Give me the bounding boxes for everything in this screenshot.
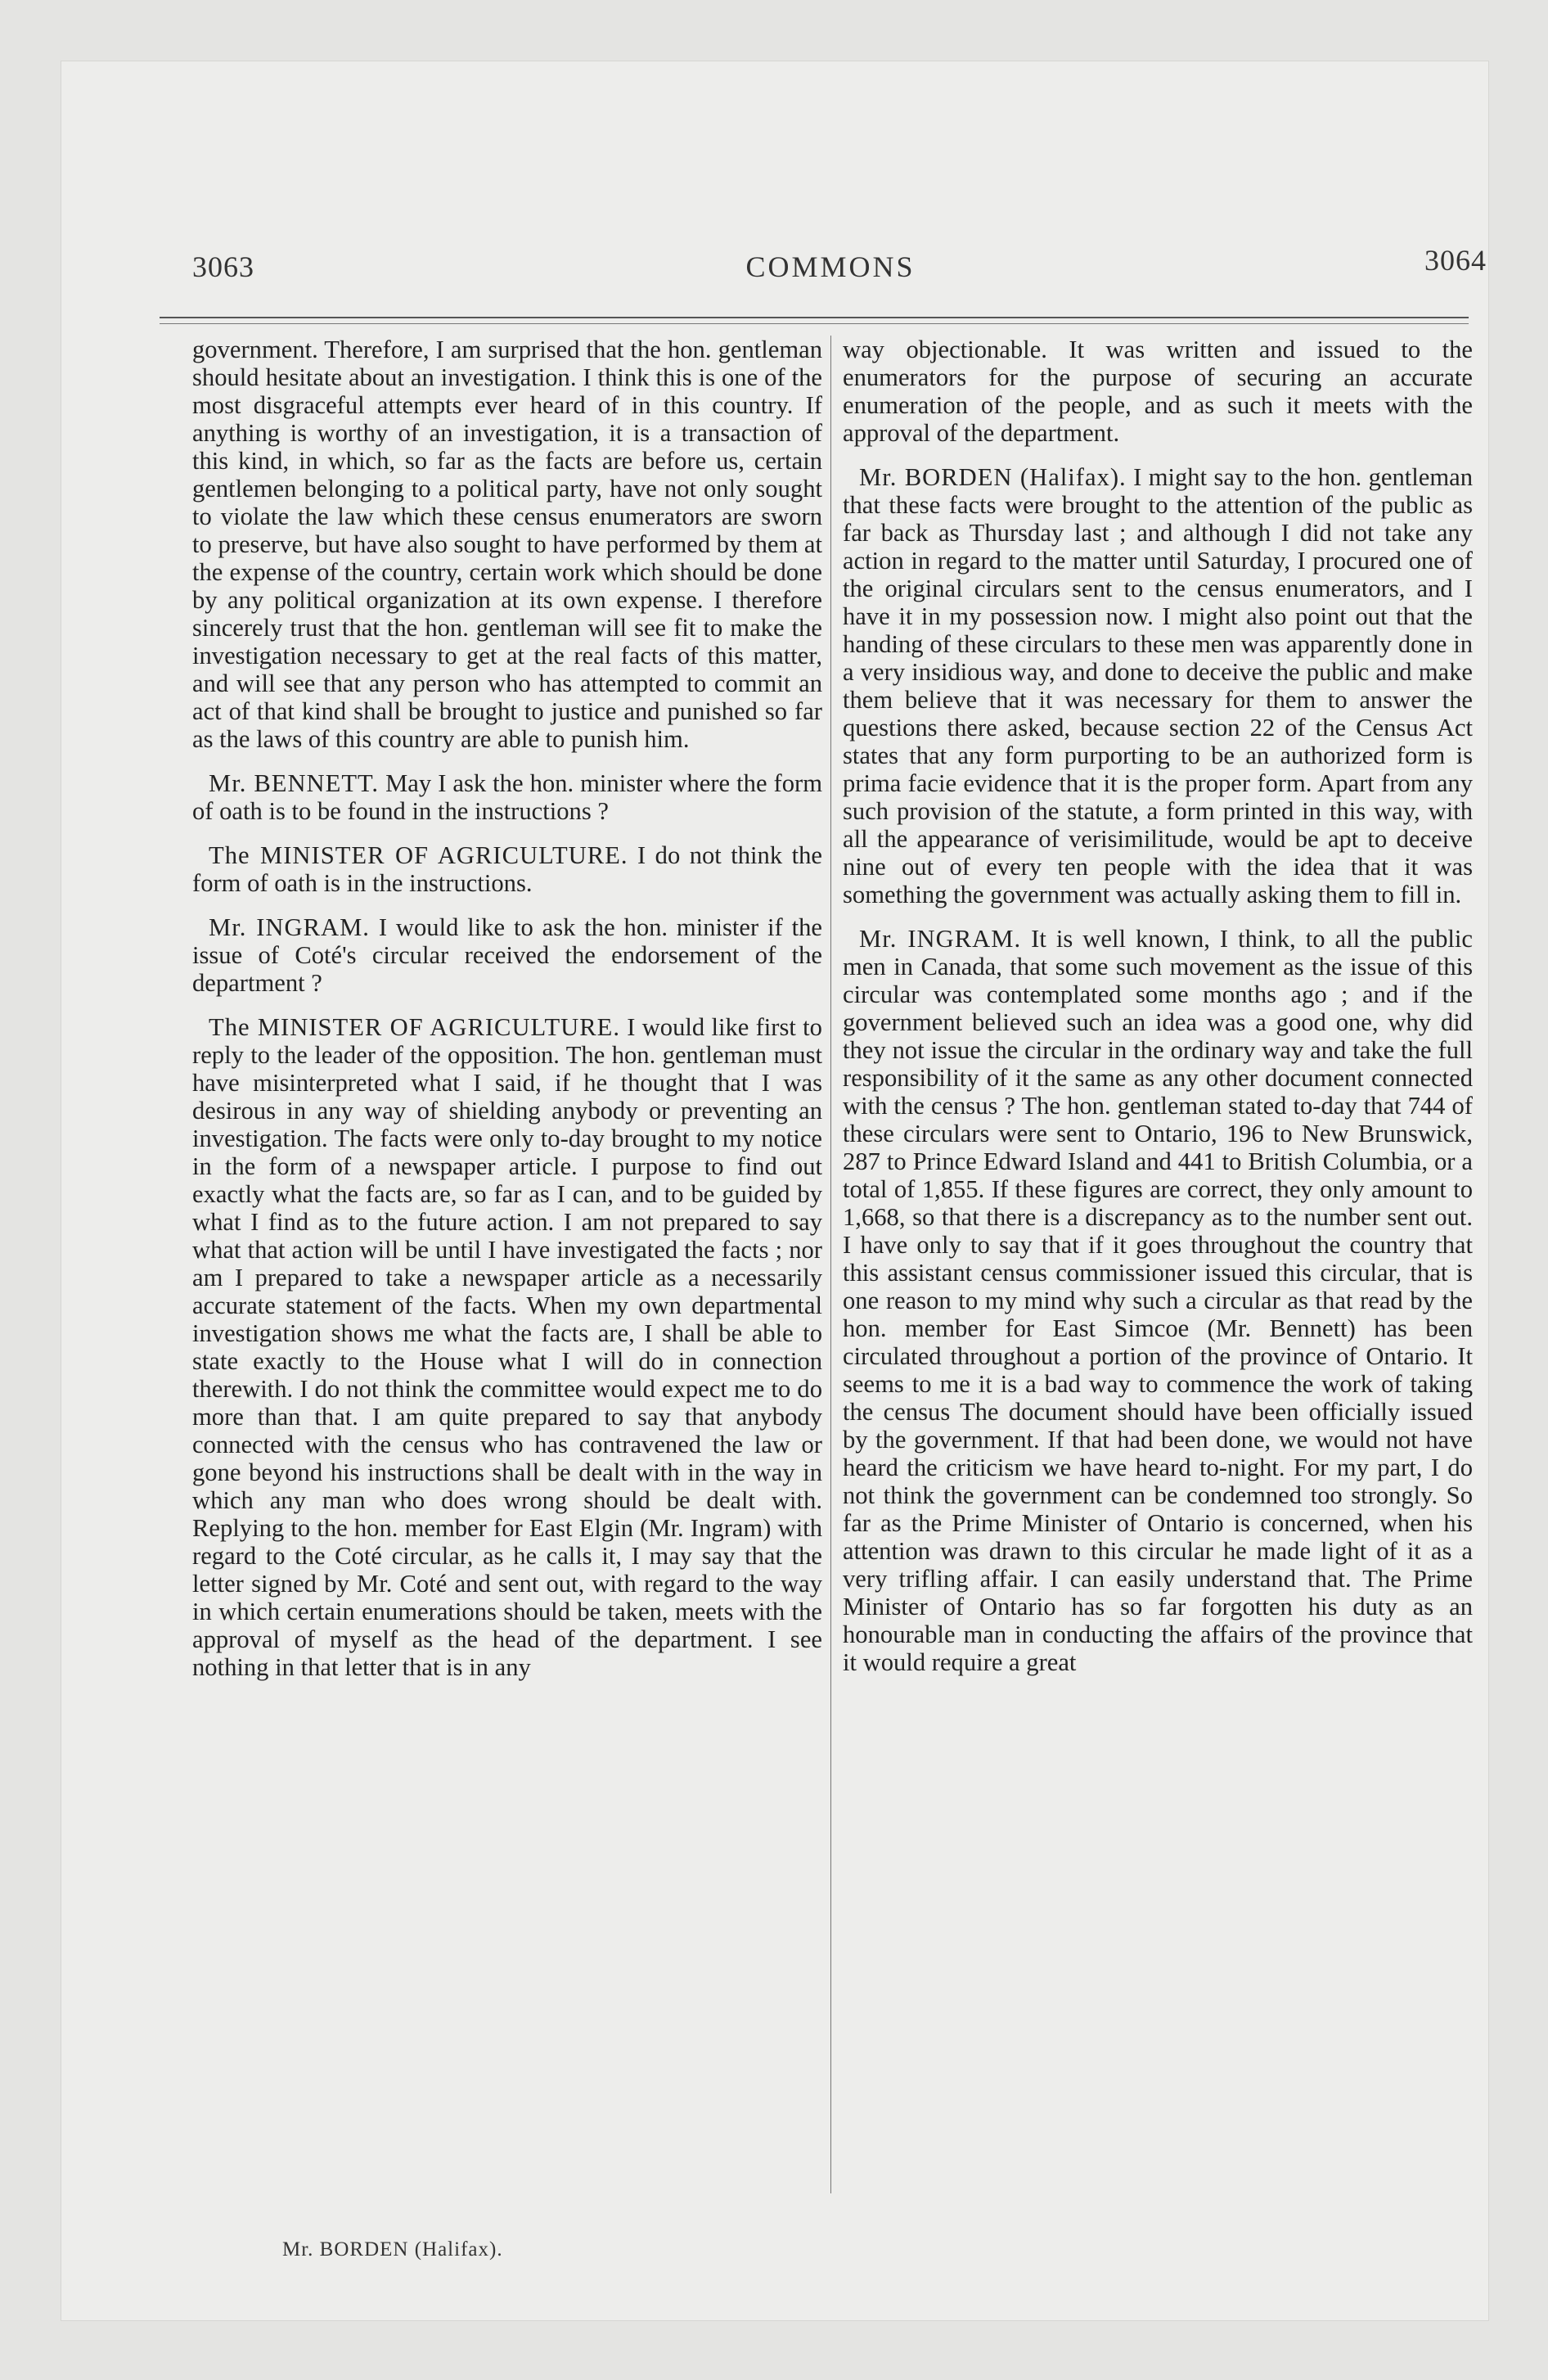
header-rule bbox=[160, 317, 1469, 318]
speaker-name: The MINISTER OF AGRICULTURE. bbox=[209, 1013, 620, 1041]
paragraph: way objectionable. It was written and issued to the enumerators for the purpose of securing an accurate enumeration of the people, and as such it meets with the approval of the department. bbox=[843, 336, 1473, 447]
speaker-name: Mr. INGRAM. bbox=[209, 913, 370, 941]
speaker-name: Mr. INGRAM. bbox=[859, 925, 1022, 953]
page-footer: Mr. BORDEN (Halifax). bbox=[282, 2238, 503, 2261]
paragraph: The MINISTER OF AGRICULTURE. I would like first to reply to the leader of the opposition. The hon. gentleman must have misinterpreted what I said, if he thought that I was desirous in any way of shielding anybody or preventing an investigation. The facts were only to-day brought to my notice in the form of a newspaper article. I purpose to find out exactly what the facts are, so far as I can, and to be guided by what I find as to the future action. I am not prepared to say what that action will be until I have investigated the facts ; nor am I prepared to take a newspaper article as a necessarily accurate statement of the facts. When my own departmental investigation shows me what the facts are, I shall be able to state exactly to the House what I will do in connection therewith. I do not think the committee would expect me to do more than that. I am quite prepared to say that anybody connected with the census who has contravened the law or gone beyond his instructions shall be dealt with in the way in which any man who does wrong should be dealt with. Replying to the hon. member for East Elgin (Mr. Ingram) with regard to the Coté circular, as he calls it, I may say that the letter signed by Mr. Coté and sent out, with regard to the way in which certain enumerations should be taken, meets with the approval of myself as the head of the department. I see nothing in that letter that is in any bbox=[192, 1013, 822, 1681]
header-rule-thin bbox=[160, 323, 1469, 324]
speaker-name: The MINISTER OF AGRICULTURE. bbox=[209, 841, 628, 869]
paragraph: Mr. INGRAM. I would like to ask the hon. minister if the issue of Coté's circular received the endorsement of the department ? bbox=[192, 913, 822, 997]
column-divider bbox=[830, 336, 831, 2193]
paragraph: Mr. BORDEN (Halifax). I might say to the hon. gentleman that these facts were brought to the attention of the public as far back as Thursday last ; and although I did not take any action in regard to the matter until Saturday, I procured one of the original circulars sent to the census enumerators, and I have it in my possession now. I might also point out that the handing of these circulars to these men was apparently done in a very insidious way, and done to deceive the public and make them believe that it was necessary for them to answer the questions there asked, because section 22 of the Census Act states that any form purporting to be an authorized form is prima facie evidence that it is the proper form. Apart from any such provision of the statute, a form printed in this way, with all the appearance of verisimilitude, would be apt to deceive nine out of every ten people with the idea that it was something the government was actually asking them to fill in. bbox=[843, 463, 1473, 908]
paragraph: The MINISTER OF AGRICULTURE. I do not think the form of oath is in the instructions. bbox=[192, 841, 822, 897]
running-header bbox=[160, 244, 1501, 299]
paragraph: Mr. INGRAM. It is well known, I think, to all the public men in Canada, that some such movement as the issue of this circular was contemplated some months ago ; and if the government believed such an idea was a good one, why did they not issue the circular in the ordinary way and take the full responsibility of it the same as any other document connected with the census ? The hon. gentleman stated to-day that 744 of these circulars were sent to Ontario, 196 to New Brunswick, 287 to Prince Edward Island and 441 to British Columbia, or a total of 1,855. If these figures are correct, they only amount to 1,668, so that there is a discrepancy as to the number sent out. I have only to say that if it goes throughout the country that this assistant census commissioner issued this circular, that is one reason to my mind why such a circular as that read by the hon. member for East Simcoe (Mr. Bennett) has been circulated throughout a portion of the province of Ontario. It seems to me it is a bad way to commence the work of taking the census The document should have been officially issued by the government. If that had been done, we would not have heard the criticism we have heard to-night. For my part, I do not think the government can be condemned too strongly. So far as the Prime Minister of Ontario is concerned, when his attention was drawn to this circular he made light of it as a very trifling affair. I can easily understand that. The Prime Minister of Ontario has so far forgotten his duty as an honourable man in conducting the affairs of the province that it would require a great bbox=[843, 925, 1473, 1676]
hansard-page bbox=[160, 176, 1501, 2271]
running-title: COMMONS bbox=[745, 250, 916, 283]
speaker-name: Mr. BENNETT. bbox=[209, 769, 380, 797]
left-column bbox=[192, 336, 822, 1697]
page-frame bbox=[61, 61, 1489, 2321]
page-number-left: 3063 bbox=[192, 250, 254, 283]
speaker-name: Mr. BORDEN (Halifax). bbox=[859, 463, 1127, 491]
paragraph: government. Therefore, I am surprised that the hon. gentleman should hesitate about an investigation. I think this is one of the most disgraceful attempts ever heard of in this country. If anything is worthy of an investigation, it is a transaction of this kind, in which, so far as the facts are before us, certain gentlemen belonging to a political party, have not only sought to violate the law which these census enumerators are sworn to preserve, but have also sought to have performed by them at the expense of the country, certain work which should be done by any political organization at its own expense. I therefore sincerely trust that the hon. gentleman will see fit to make the investigation necessary to get at the real facts of this matter, and will see that any person who has attempted to commit an act of that kind shall be brought to justice and punished so far as the laws of this country are able to punish him. bbox=[192, 336, 822, 753]
right-column bbox=[843, 336, 1473, 1693]
page-number-right: 3064 bbox=[1424, 244, 1487, 277]
paragraph: Mr. BENNETT. May I ask the hon. minister where the form of oath is to be found in the instructions ? bbox=[192, 769, 822, 825]
